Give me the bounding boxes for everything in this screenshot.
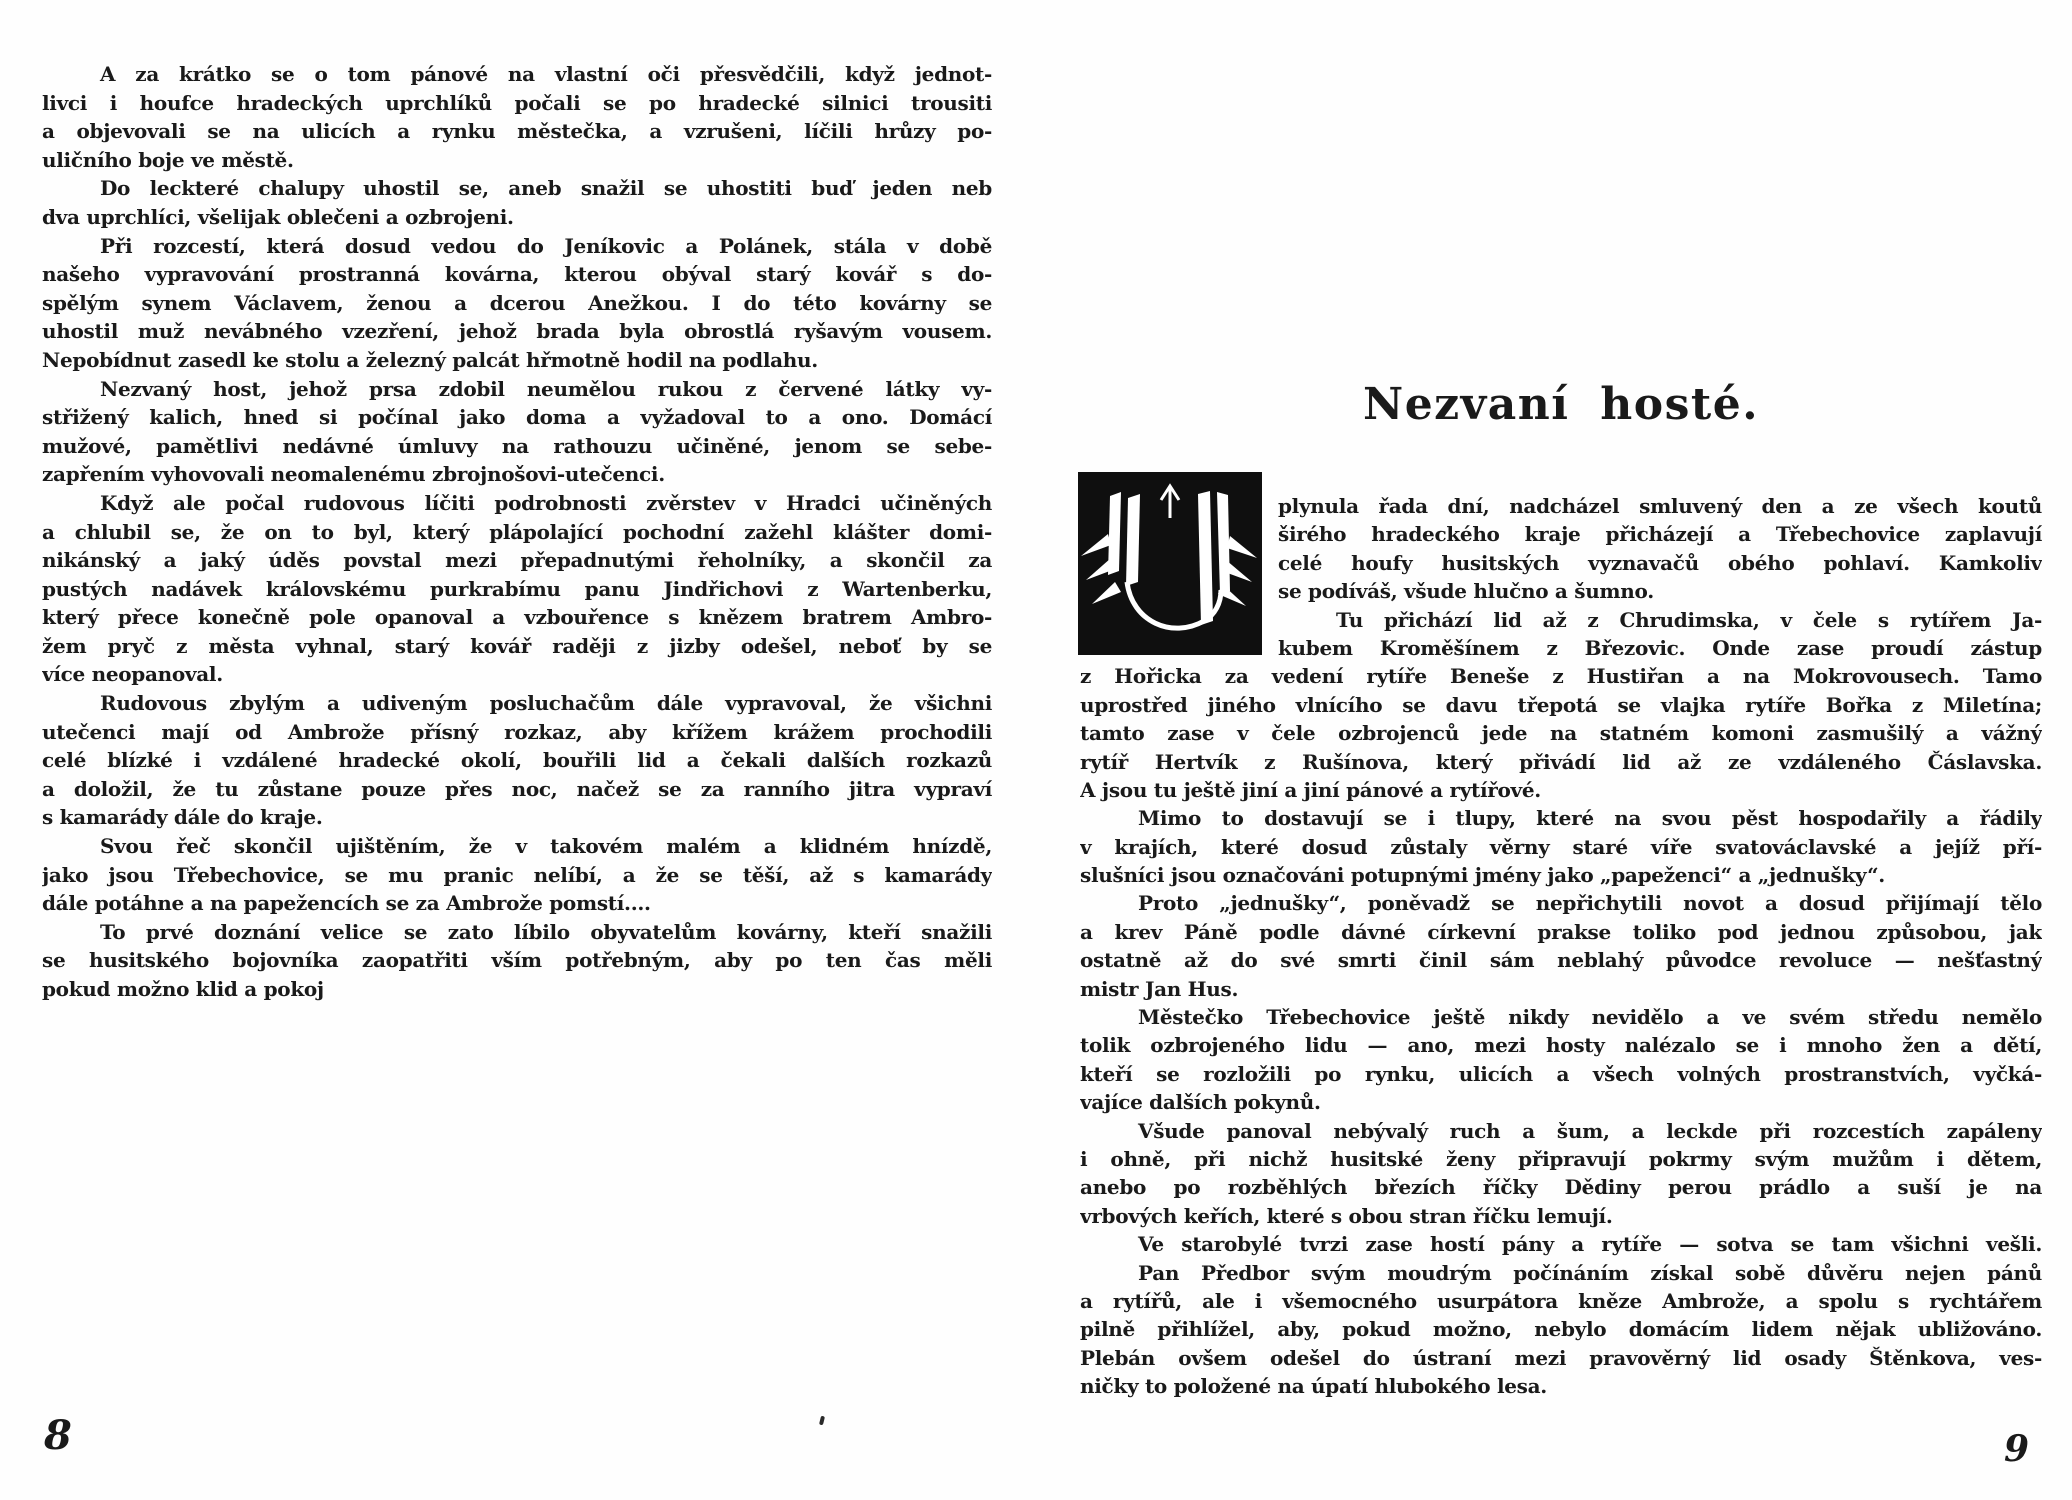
text-line: našeho vypravování prostranná kovárna, kterou obýval starý kovář s do-: [42, 262, 992, 287]
text-line: Proto „jednušky“, poněvadž se nepřichytili novot a dosud přijímají tělo: [1138, 891, 2042, 916]
text-line: Když ale počal rudovous líčiti podrobnosti zvěrstev v Hradci učiněných: [100, 490, 992, 515]
text-line: uprostřed jiného vlnícího se davu třepotá se vlajka rytíře Bořka z Miletína;: [1080, 692, 2042, 717]
text-line: ničky to položené na úpatí hlubokého lesa.: [1080, 1374, 1547, 1399]
text-line: vajíce dalších pokynů.: [1080, 1090, 1321, 1115]
text-line: celé houfy husitských vyznavačů obého pohlaví. Kamkoliv: [1278, 550, 2042, 575]
text-line: mistr Jan Hus.: [1080, 976, 1239, 1001]
text-line: a doložil, že tu zůstane pouze přes noc, načež se za ranního jitra vypraví: [42, 776, 992, 801]
text-line: uličního boje ve městě.: [42, 147, 294, 172]
text-line: anebo po rozběhlých březích říčky Dědiny perou prádlo a suší je na: [1080, 1175, 2042, 1200]
text-line: a objevovali se na ulicích a rynku městečka, a vzrušeni, líčili hrůzy po-: [42, 119, 992, 144]
text-line: kubem Kroměšínem z Březovic. Onde zase proudí zástup: [1278, 635, 2042, 660]
text-line: jako jsou Třebechovice, se mu pranic nelíbí, a že se těší, až s kamarády: [42, 862, 992, 887]
text-line: kteří se rozložili po rynku, ulicích a všech volných prostranstvích, vyčká-: [1080, 1061, 2042, 1086]
text-line: s kamarády dále do kraje.: [42, 805, 323, 830]
text-line: více neopanoval.: [42, 662, 223, 687]
text-line: a rytířů, ale i všemocného usurpátora kněze Ambrože, a spolu s rychtářem: [1080, 1288, 2042, 1313]
text-line: Ve starobylé tvrzi zase hostí pány a rytíře — sotva se tam všichni vešli.: [1138, 1232, 2042, 1257]
text-line: pokud možno klid a pokoj: [42, 977, 324, 1001]
text-line: se podíváš, všude hlučno a šumno.: [1278, 579, 1654, 604]
text-line: plynula řada dní, nadcházel smluvený den a ze všech koutů: [1278, 494, 2042, 518]
text-line: spělým synem Václavem, ženou a dcerou Anežkou. I do této kovárny se: [42, 290, 992, 315]
text-line: v krajích, které dosud zůstaly věrny staré víře svatováclavské a jejíž pří-: [1080, 834, 2042, 859]
text-line: celé blízké i vzdálené hradecké okolí, bouřili lid a čekali dalších rozkazů: [42, 748, 992, 773]
text-line: Svou řeč skončil ujištěním, že v takovém malém a klidném hnízdě,: [100, 834, 992, 859]
text-line: vrbových keřích, které s obou stran říčku lemují.: [1080, 1203, 1613, 1228]
text-line: Pan Předbor svým moudrým počínáním získal sobě důvěru nejen pánů: [1138, 1260, 2042, 1285]
left-page-text-column: [42, 60, 992, 1004]
text-line: Nezvaný host, jehož prsa zdobil neumělou rukou z červené látky vy-: [100, 376, 992, 401]
text-line: rytíř Hertvík z Rušínova, který přivádí lid až ze vzdáleného Čáslavska.: [1080, 749, 2042, 774]
text-line: nikánský a jaký úděs povstal mezi přepadnutými řeholníky, a skončil za: [42, 548, 992, 573]
text-line: Všude panoval nebývalý ruch a šum, a leckde při rozcestích zapáleny: [1138, 1118, 2042, 1143]
right-page-text-column: [1080, 492, 2042, 1401]
ink-speck: [819, 1416, 825, 1426]
left-page-number: 8: [44, 1412, 72, 1459]
chapter-title: Nezvaní hosté.: [1362, 379, 1760, 430]
text-line: Městečko Třebechovice ještě nikdy nevidělo a ve svém středu nemělo: [1138, 1005, 2042, 1030]
text-line: Plebán ovšem odešel do ústraní mezi pravověrný lid osady Štěnkova, ves-: [1080, 1345, 2042, 1370]
text-line: A za krátko se o tom pánové na vlastní oči přesvědčili, když jednot-: [100, 62, 992, 86]
text-line: Do leckteré chalupy uhostil se, aneb snažil se uhostiti buď jeden neb: [100, 176, 992, 201]
text-line: Při rozcestí, která dosud vedou do Jeníkovic a Polánek, stála v době: [100, 233, 992, 258]
text-line: i ohně, při nichž husitské ženy připravují pokrmy svým mužům i dětem,: [1080, 1146, 2042, 1171]
text-line: utečenci mají od Ambrože přísný rozkaz, aby křížem krážem prochodili: [42, 719, 992, 744]
text-line: zapřením vyhovovali neomalenému zbrojnošovi-utečenci.: [42, 462, 665, 487]
text-line: a krev Páně podle dávné církevní prakse toliko pod jednou způsobou, jak: [1080, 919, 2042, 944]
text-line: z Hořicka za vedení rytíře Beneše z Hustiřan a na Mokrovousech. Tamo: [1080, 664, 2042, 689]
text-line: a chlubil se, že on to byl, který plápolající pochodní zažehl klášter domi-: [42, 519, 992, 544]
text-line: který přece konečně pole opanoval a vzbouřence s knězem bratrem Ambro-: [42, 605, 992, 630]
right-page-number: 9: [2004, 1428, 2030, 1470]
text-line: žem pryč z města vyhnal, starý kovář raději z jizby odešel, neboť by se: [42, 633, 992, 658]
text-line: střižený kalich, hned si počínal jako doma a vyžadoval to a ono. Domácí: [42, 405, 992, 430]
text-line: A jsou tu ještě jiní a jiní pánové a rytířové.: [1080, 777, 1541, 802]
text-line: dva uprchlíci, všelijak oblečeni a ozbrojeni.: [42, 204, 514, 229]
text-line: mužové, pamětlivi nedávné úmluvy na rathouzu učiněné, jenom se sebe-: [42, 433, 992, 458]
text-line: tamto zase v čele ozbrojenců jede na statném komoni zasmušilý a vážný: [1080, 721, 2042, 746]
text-line: dále potáhne a na papežencích se za Ambrože pomstí....: [42, 891, 651, 916]
text-line: To prvé doznání velice se zato líbilo obyvatelům kovárny, kteří snažili: [100, 919, 992, 944]
text-line: Nepobídnut zasedl ke stolu a železný palcát hřmotně hodil na podlahu.: [42, 347, 818, 372]
text-line: slušníci jsou označováni potupnými jmény jako „papeženci“ a „jednušky“.: [1080, 863, 1885, 888]
text-line: Mimo to dostavují se i tlupy, které na svou pěst hospodařily a řádily: [1138, 806, 2042, 831]
text-line: pilně přihlížel, aby, pokud možno, nebylo domácím lidem nějak ubližováno.: [1080, 1317, 2042, 1342]
text-line: Tu přichází lid až z Chrudimska, v čele s rytířem Ja-: [1336, 607, 2042, 632]
text-line: tolik ozbrojeného lidu — ano, mezi hosty nalézalo se i mnoho žen a dětí,: [1080, 1033, 2042, 1058]
text-line: se husitského bojovníka zaopatřiti vším potřebným, aby po ten čas měli: [42, 948, 992, 973]
text-line: Rudovous zbylým a udiveným posluchačům dále vypravoval, že všichni: [100, 691, 992, 716]
text-line: ostatně až do své smrti činil sám neblahý původce revoluce — nešťastný: [1080, 948, 2042, 973]
text-line: širého hradeckého kraje přicházejí a Třebechovice zaplavují: [1278, 522, 2042, 547]
text-line: pustých nadávek královskému purkrabímu panu Jindřichovi z Wartenberku,: [42, 576, 992, 601]
text-line: livci i houfce hradeckých uprchlíků počali se po hradecké silnici trousiti: [42, 90, 992, 115]
text-line: uhostil muž nevábného vzezření, jehož brada byla obrostlá ryšavým vousem.: [42, 319, 992, 344]
